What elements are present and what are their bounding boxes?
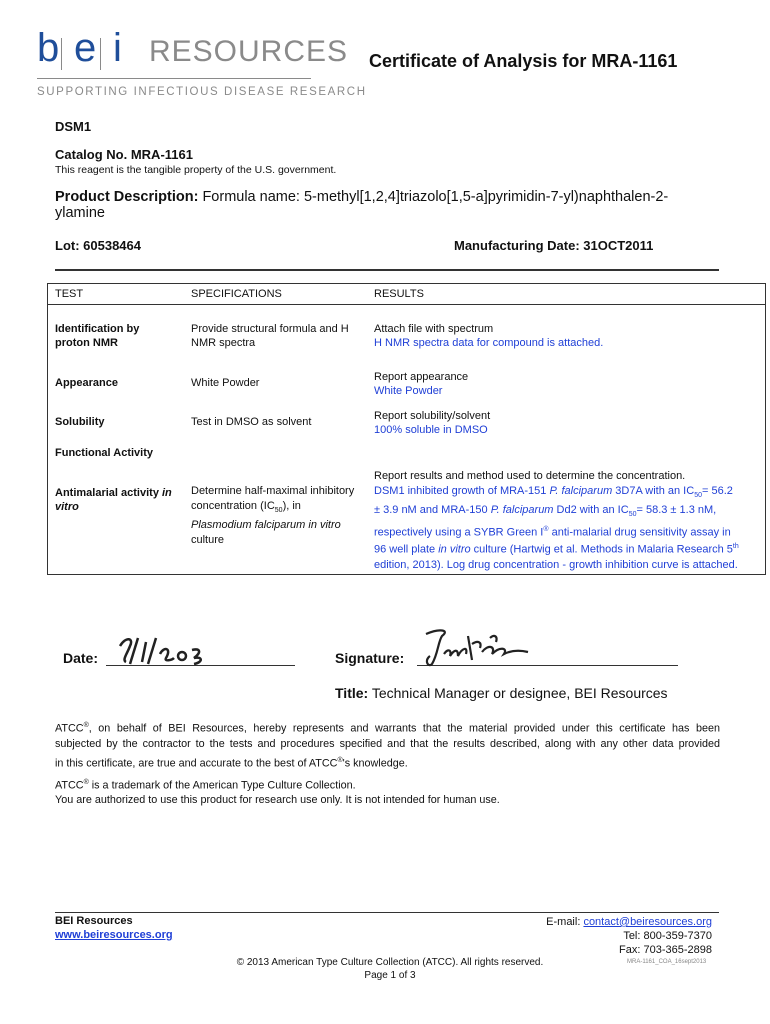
result-text: Attach file with spectrum [374,323,494,335]
test-name: proton NMR [55,337,118,349]
spec-text: NMR spectra [191,337,256,349]
handwritten-date [112,632,212,668]
result-fragment: Dd2 with an IC [553,504,629,517]
property-note: This reagent is the tangible property of the U.S. government. [55,164,337,176]
test-name: Solubility [55,416,105,428]
spec-text: Provide structural formula and H [191,323,349,335]
title-value: Technical Manager or designee, BEI Resources [371,685,668,701]
footer-org: BEI Resources [55,915,133,927]
result-cell [374,409,490,437]
use-note: You are authorized to use this product for research use only. It is not intended for human use. [55,794,500,807]
trademark-text: ATCC [55,779,84,792]
logo-divider [61,38,62,70]
logo-letter-i: i [113,26,122,70]
table-row [55,322,139,350]
catalog-number: Catalog No. MRA-1161 [55,147,193,162]
email-label: E-mail: [546,916,584,928]
result-fragment: = 58.3 ± 1.3 nM, [636,504,717,517]
footer-fax: Fax: 703-365-2898 [619,944,712,956]
result-text: Report results and method used to determine the concentration. [374,470,686,482]
doc-code: MRA-1161_COA_16sept2013 [627,959,707,965]
spec-text: ), in [282,499,301,512]
result-subscript: 50 [628,511,637,519]
result-fragment: DSM1 inhibited growth of MRA-151 [374,484,550,497]
description-label: Product Description: [55,189,199,205]
result-fragment: in vitro [438,544,471,557]
spec-cell [191,484,366,547]
manufacturing-date: Manufacturing Date: 31OCT2011 [454,238,654,253]
spec-text: concentration (IC [191,499,275,512]
logo-rule [37,78,311,79]
result-text: Report appearance [374,371,469,383]
result-superscript: th [732,543,739,551]
divider [55,269,719,271]
result-cell [374,469,759,572]
spec-text: Determine half-maximal inhibitory [191,485,355,497]
trademark-superscript: ® [83,779,89,786]
signature-label: Signature: [335,650,405,666]
section-functional-activity: Functional Activity [55,447,153,459]
result-value [374,484,759,573]
result-fragment: anti-malarial drug sensitivity assay in [548,526,731,539]
spec-text: Test in DMSO as solvent [191,416,312,428]
result-value: 100% soluble in DMSO [374,424,488,436]
warranty-text: ATCC [55,722,84,735]
result-subscript: 50 [694,491,702,499]
result-fragment: respectively using a SYBR Green I [374,526,544,539]
footer-copyright: © 2013 American Type Culture Collection (ATCC). All rights reserved. [236,957,544,968]
result-fragment: ± 3.9 nM and MRA-150 [374,504,491,517]
trademark-note [55,776,500,808]
result-value: White Powder [374,385,443,397]
spec-subscript: 50 [274,506,283,514]
test-name-text: Antimalarial activity [55,487,159,499]
trademark-text: is a trademark of the American Type Culture Collection. [88,779,356,792]
warranty-text: in this certificate, are true and accurate to the best of ATCC [55,757,338,770]
description-line2: ylamine [55,205,105,221]
result-value: H NMR spectra data for compound is attached. [374,337,604,349]
result-cell [374,370,468,398]
warranty-text: 's knowledge. [342,757,408,770]
logo-letter-b: b [37,26,60,70]
spec-text: Plasmodium falciparum in vitro [191,519,341,532]
lot-number: Lot: 60538464 [55,238,141,253]
warranty-paragraph [55,718,720,772]
test-name: Appearance [55,377,118,389]
result-superscript: ® [543,526,549,534]
footer-contact [546,915,712,957]
page-title: Certificate of Analysis for MRA-1161 [369,51,678,71]
footer-email-link[interactable]: contact@beiresources.org [583,916,712,928]
title-label: Title: [335,685,369,701]
product-name: DSM1 [55,119,92,134]
spec-text: White Powder [191,377,260,389]
test-name-italic: in [162,487,172,499]
result-fragment: 3D7A with an IC [612,484,695,497]
result-fragment: 96 well plate [374,544,439,557]
test-name [55,486,172,514]
footer-copyright-block [230,956,550,982]
product-description [55,189,720,221]
spec-cell [191,322,349,350]
page-number: Page 1 of 3 [364,970,416,981]
result-cell [374,322,603,350]
result-fragment: P. falciparum [490,504,554,517]
result-fragment: edition, 2013). Log drug concentration - growth inhibition curve is attached. [374,558,738,571]
result-fragment: P. falciparum [549,484,613,497]
footer-website-link[interactable]: www.beiresources.org [55,929,173,941]
spec-text: culture [191,533,225,546]
logo-divider [100,38,101,70]
signature-image [420,624,540,668]
test-name: Identification by [55,323,140,335]
table-header-rule [47,304,766,305]
warranty-superscript: ® [337,756,343,764]
warranty-text: subjected by the contractor to the tests and procedures specified and that the results described, along with any other data provided [55,738,720,751]
footer-tel: Tel: 800-359-7370 [623,930,712,942]
signer-title [335,685,668,701]
col-header-test: TEST [55,288,84,300]
footer-rule [55,912,719,913]
col-header-results: RESULTS [374,288,424,300]
result-fragment: culture (Hartwig et al. Methods in Malaria Research 5 [470,544,733,557]
warranty-superscript: ® [83,722,89,729]
logo-letter-e: e [74,26,97,70]
result-fragment: = 56.2 [701,484,733,497]
description-line1: Formula name: 5-methyl[1,2,4]triazolo[1,5-a]pyrimidin-7-yl)naphthalen-2- [202,189,669,205]
result-text: Report solubility/solvent [374,410,491,422]
logo-tagline: SUPPORTING INFECTIOUS DISEASE RESEARCH [37,86,367,98]
warranty-text: , on behalf of BEI Resources, hereby represents and warrants that the material provided under this certificate has been [88,722,720,735]
test-name-italic: vitro [55,501,79,513]
date-label: Date: [63,650,99,666]
logo-resources: RESOURCES [149,35,349,68]
col-header-specifications: SPECIFICATIONS [191,288,282,300]
